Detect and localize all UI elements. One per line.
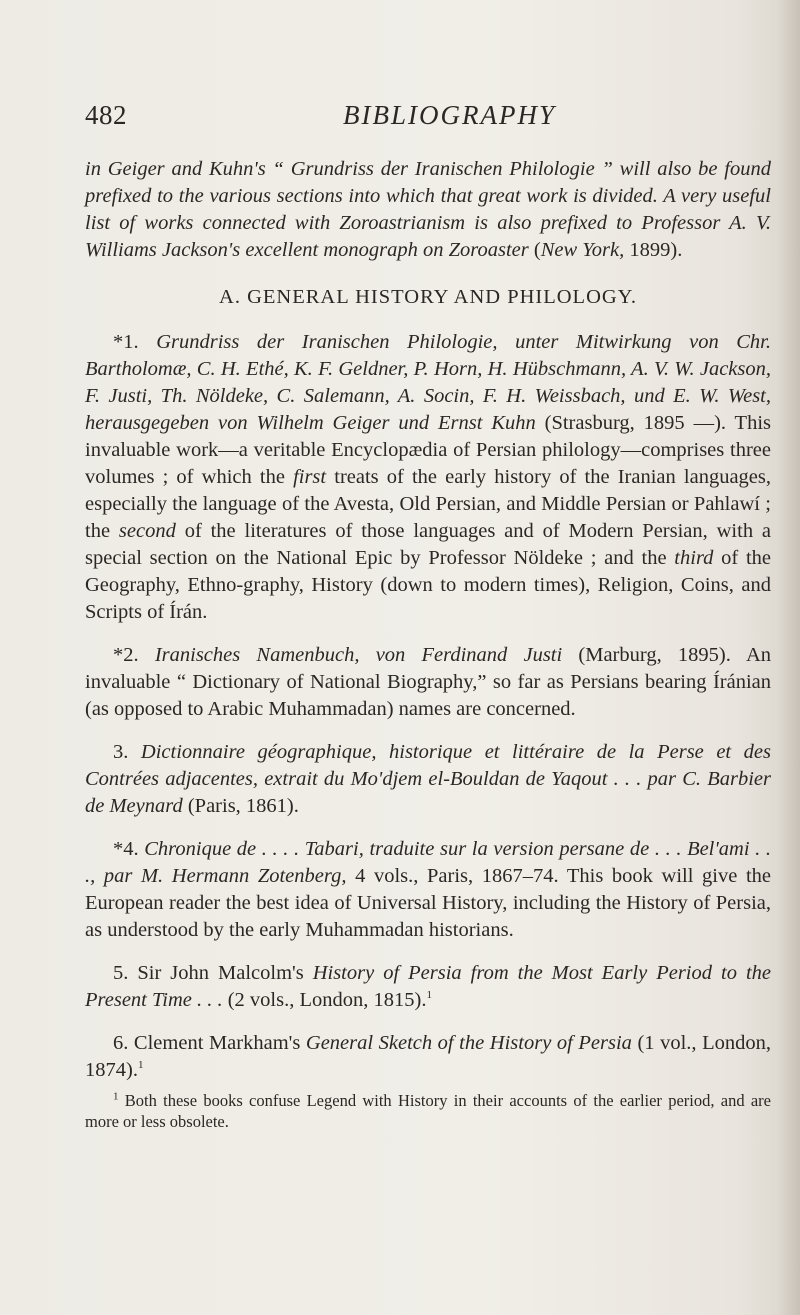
entry-text: (Paris, 1861). — [182, 795, 299, 817]
bibliography-entry-2 — [85, 642, 771, 723]
section-heading: A. GENERAL HISTORY AND PHILOLOGY. — [219, 286, 637, 308]
entry-emphasis: second — [118, 520, 176, 542]
entry-text: (Strasburg, 1895 —). This invaluable work—a veritable Encyclopædia of Persian philology—comprises three volumes ; of which the — [85, 412, 771, 488]
footnote-ref: 1 — [426, 989, 432, 1002]
bibliography-entry-5 — [85, 960, 771, 1014]
intro-place: New York, — [540, 239, 625, 261]
intro-paragraph — [85, 156, 771, 264]
entry-title: Iranisches Namenbuch, von Ferdinand Justi — [154, 644, 563, 666]
entry-text: (2 vols., London, 1815). — [222, 989, 427, 1011]
entry-text: (1 vol., London, 1874). — [85, 1032, 771, 1081]
running-title: BIBLIOGRAPHY — [343, 100, 556, 130]
intro-year: 1899). — [624, 239, 683, 261]
entry-number: 5. Sir John Malcolm's — [113, 962, 313, 984]
footnote-text: Both these books confuse Legend with History in their accounts of the earlier period, and are more or less obsolete. — [85, 1091, 771, 1131]
footnote-ref: 1 — [137, 1059, 144, 1072]
entry-emphasis: first — [293, 466, 327, 488]
page-body — [85, 156, 771, 1132]
footnote — [85, 1090, 771, 1132]
entry-text: (Marburg, 1895). An invaluable “ Dictionary of National Biography,” so far as Persians bearing Íránian (as opposed to Arabic Muhammadan) names are concerned. — [85, 644, 771, 720]
page-edge-shadow — [778, 0, 800, 1315]
page-number: 482 — [85, 100, 127, 130]
footnote-marker: 1 — [113, 1090, 119, 1103]
entry-title: Chronique de . . . . Tabari, traduite sur la version persane de . . . Bel'ami . . ., par M. Hermann Zotenberg, — [85, 838, 772, 887]
entry-text: 4 vols., Paris, 1867–74. This book will give the European reader the best idea of Universal History, including the History of Persia, as understood by the early Muhammadan historians. — [85, 865, 771, 941]
entry-emphasis: third — [674, 547, 714, 569]
bibliography-entry-3 — [85, 739, 771, 820]
entry-text: treats of the early history of the Iranian languages, especially the language of the Avesta, Old Persian, and Middle Persian or Pahlawí ; the — [85, 466, 771, 542]
entry-number: *2. — [113, 644, 155, 666]
entry-title: Grundriss der Iranischen Philologie, unter Mitwirkung von Chr. Bartholomæ, C. H. Ethé, K. F. Geldner, P. Horn, H. Hübschmann, A. V. W. Jackson, F. Justi, Th. Nöldeke, C. Salemann, A. Socin, F. H. Weissbach, und E. W. West, herausgegeben von Wilhelm Geiger und Ernst Kuhn — [85, 331, 772, 434]
intro-italic-text: in Geiger and Kuhn's “ Grundriss der Iranischen Philologie ” will also be found prefixed to the various sections into which that great work is divided. A very useful list of works connected with Zoroastrianism is also prefixed to Professor A. V. Williams Jackson's excellent monograph on Zoroaster — [85, 158, 771, 261]
entry-title: General Sketch of the History of Persia — [305, 1032, 632, 1054]
page-header — [85, 96, 745, 140]
entry-text: of the literatures of those languages and of Modern Persian, with a special section on the National Epic by Professor Nöldeke ; and the — [85, 520, 772, 569]
entry-title: Dictionnaire géographique, historique et littéraire de la Perse et des Contrées adjacentes, extrait du Mo'djem el-Bouldan de Yaqout . . . par C. Barbier de Meynard — [85, 741, 771, 817]
bibliography-entry-1 — [85, 329, 771, 626]
entry-text: of the Geography, Ethno-graphy, History (down to modern times), Religion, Coins, and Scripts of Írán. — [85, 547, 772, 623]
entry-title: History of Persia from the Most Early Period to the Present Time . . . — [85, 962, 771, 1011]
bibliography-entry-6 — [85, 1030, 771, 1084]
bibliography-entry-4 — [85, 836, 771, 944]
entry-number: 6. Clement Markham's — [113, 1032, 306, 1054]
intro-text: ( — [528, 239, 541, 261]
entry-number: 3. — [113, 741, 141, 763]
entry-number: *4. — [113, 838, 145, 860]
entry-number: *1. — [113, 331, 157, 353]
